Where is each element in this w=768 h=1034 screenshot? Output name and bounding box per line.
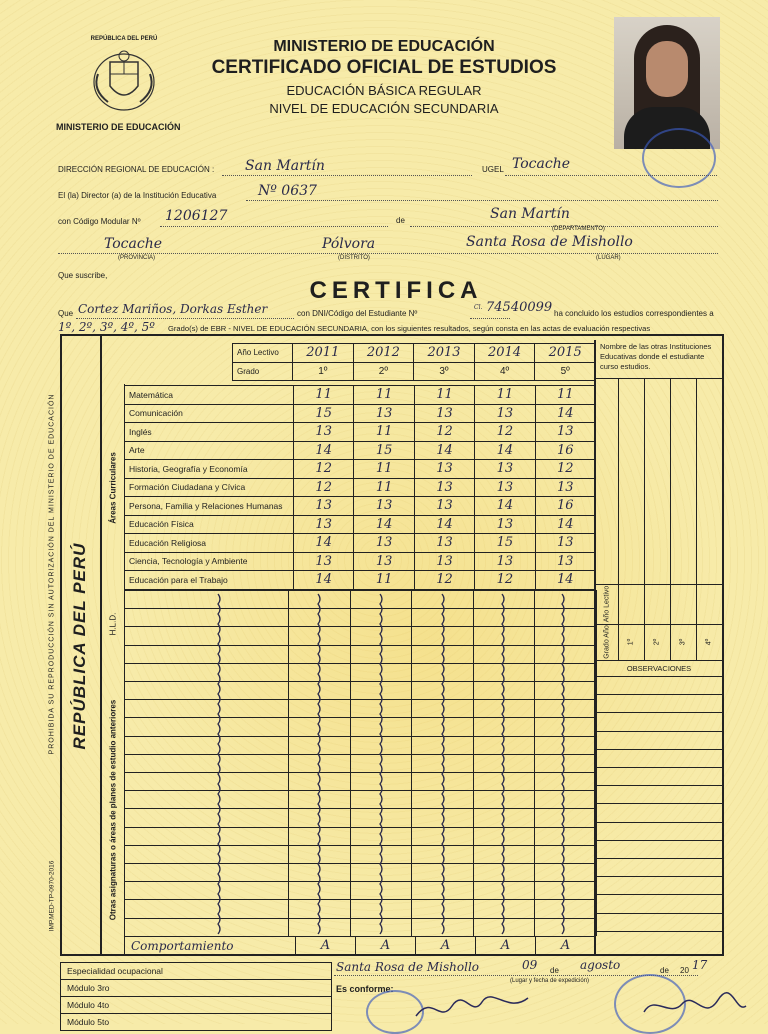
grade-mark: 14 [535,404,595,423]
grade-mark: 11 [294,386,354,405]
place-caption: (Lugar y fecha de expedición) [510,978,590,984]
dni-label: con DNI/Código del Estudiante Nº [297,309,418,318]
footer-modules-table [60,962,332,1031]
subject-name: Educación para el Trabajo [125,571,294,590]
grade-mark: 13 [354,497,414,516]
grade-mark: 11 [354,460,414,479]
grade-mark: 13 [414,497,474,516]
behavior-mark: A [296,937,356,956]
observations-label: OBSERVACIONES [626,664,692,673]
subject-row [125,497,596,516]
signature-right [640,988,750,1028]
grade-mark: 12 [414,571,474,590]
de-label: de [396,216,405,225]
grade-mark: 12 [475,571,535,590]
cancel-strokes [124,590,596,936]
footer-row: Módulo 3ro [61,980,332,997]
grade-mark: 14 [414,441,474,460]
signature-left [412,988,532,1028]
side-grade: 1º [627,638,635,646]
place-date-value: Santa Rosa de Mishollo [336,960,480,974]
grade-mark: 14 [535,571,595,590]
grade-mark: 11 [414,386,474,405]
behavior-mark: A [416,937,476,956]
subject-name: Inglés [125,423,294,442]
dni-line [470,318,510,319]
dre-line [222,175,472,176]
concluded-text: ha concluido los estudios correspondientes a [554,309,714,318]
year-cell: 2013 [414,344,475,363]
dept-value: San Martín [490,206,570,222]
grade-mark: 12 [294,460,354,479]
emblem-caption: REPÚBLICA DEL PERÚ [90,36,158,42]
day-value: 09 [522,958,538,972]
behavior-mark: A [536,937,596,956]
behavior-table [124,936,596,956]
grade-mark: 15 [354,441,414,460]
grade-mark: 16 [535,441,595,460]
ugel-label: UGEL [482,165,504,174]
republica-label: REPÚBLICA DEL PERÚ [70,542,89,750]
side-year-label: Año Lectivo [603,585,611,623]
subject-row [125,515,596,534]
grade-mark: 15 [475,534,535,553]
grade-cell: 3º [414,362,475,381]
grade-mark: 14 [294,571,354,590]
student-name: Cortez Mariños, Dorkas Esther [78,302,268,316]
codmod-value: 1206127 [165,208,228,224]
certifica-heading: CERTIFICA [309,277,483,304]
year-prefix: 20 [680,966,689,975]
subjects-table [124,385,596,590]
year-cell: 2015 [535,344,596,363]
hld-label: H.L.D. [108,612,118,636]
grade-cell: 5º [535,362,596,381]
grade-mark: 13 [475,552,535,571]
subject-name: Historia, Geografía y Economía [125,460,294,479]
grades-value: 1º, 2º, 3º, 4º, 5º [58,320,155,334]
emblem-label: MINISTERIO DE EDUCACIÓN [56,122,181,132]
prov-caption: (PROVINCIA) [118,255,156,261]
left-band-divider [100,336,102,954]
grade-mark: 14 [475,497,535,516]
grade-mark: 11 [354,423,414,442]
grade-mark: 11 [354,571,414,590]
codmod-line [160,226,388,227]
grade-mark: 11 [354,386,414,405]
prohibida-label: PROHIBIDA SU REPRODUCCIÓN SIN AUTORIZACIÓN DEL MINISTERIO DE EDUCACIÓN [48,393,56,755]
grade-mark: 13 [294,497,354,516]
grades-text: Grado(s) de EBR - NIVEL DE EDUCACIÓN SECUNDARIA, con los siguientes resultados, según consta en las actas de evaluación respectivas [168,324,651,333]
footer-row: Módulo 5to [61,1014,332,1031]
grade-mark: 13 [294,515,354,534]
ugel-line [505,175,717,176]
grade-mark: 16 [535,497,595,516]
dre-value: San Martín [245,158,325,174]
subject-row [125,404,596,423]
ministry-title: MINISTERIO DE EDUCACIÓN [273,38,495,55]
name-line [76,318,294,319]
grade-mark: 13 [475,460,535,479]
grade-mark: 12 [535,460,595,479]
dist-caption: (DISTRITO) [338,255,370,261]
de2-label: de [660,966,669,975]
grade-mark: 11 [475,386,535,405]
grade-mark: 13 [354,404,414,423]
grade-mark: 13 [414,478,474,497]
grade-mark: 13 [354,534,414,553]
dni-prefix: Cl. [474,304,483,311]
director-label: El (la) Director (a) de la Institución Educativa [58,191,217,200]
side-grade-label: Grado Año [603,625,611,659]
grade-mark: 13 [414,404,474,423]
year-label-cell: Año Lectivo [233,344,293,363]
behavior-label: Comportamiento [125,937,296,956]
month-value: agosto [580,958,621,972]
grade-mark: 11 [535,386,595,405]
side-panel [594,340,722,954]
subject-name: Formación Ciudadana y Cívica [125,478,294,497]
grade-mark: 13 [475,404,535,423]
grade-mark: 13 [535,423,595,442]
side-grade: 2º [653,638,661,646]
subject-name: Ciencia, Tecnología y Ambiente [125,552,294,571]
grade-mark: 13 [535,478,595,497]
ugel-value: Tocache [512,156,571,172]
lugar-caption: (LUGAR) [596,255,621,261]
year-cell: 2011 [293,344,354,363]
dept-caption: (DEPARTAMENTO) [552,226,605,232]
subject-row [125,386,596,405]
grade-mark: 13 [535,552,595,571]
other-subjects-rows [124,590,596,936]
subject-name: Persona, Familia y Relaciones Humanas [125,497,294,516]
location-line [58,253,718,254]
grade-cell: 4º [474,362,535,381]
side-grade: 3º [679,638,687,646]
subject-name: Comunicación [125,404,294,423]
areas-label: Áreas Curriculares [108,452,118,524]
dni-value: 74540099 [486,300,553,315]
side-panel-header: Nombre de las otras Instituciones Educativas donde el estudiante curso estudios. [600,342,712,371]
subject-name: Matemática [125,386,294,405]
suscribe-label: Que suscribe, [58,271,108,280]
grade-mark: 11 [354,478,414,497]
footer-row: Módulo 4to [61,997,332,1014]
lugar-value: Santa Rosa de Mishollo [466,234,633,250]
subject-row [125,571,596,590]
grade-mark: 13 [414,534,474,553]
side-grade: 4º [705,638,713,646]
year-cell: 2014 [474,344,535,363]
grade-mark: 14 [294,441,354,460]
year-suffix: 17 [692,958,708,972]
grade-mark: 13 [535,534,595,553]
grade-mark: 13 [294,552,354,571]
subject-name: Educación Religiosa [125,534,294,553]
grade-mark: 12 [294,478,354,497]
grade-mark: 12 [475,423,535,442]
ie-value: Nº 0637 [258,183,317,199]
grade-mark: 13 [294,423,354,442]
behavior-mark: A [476,937,536,956]
dist-value: Pólvora [322,236,376,252]
subject-row [125,534,596,553]
year-cell: 2012 [353,344,414,363]
grade-mark: 14 [475,441,535,460]
subject-row [125,478,596,497]
grade-cell: 1º [293,362,354,381]
subject-name: Arte [125,441,294,460]
conforme-label: Es conforme: [336,984,394,994]
grade-mark: 14 [294,534,354,553]
que-label: Que [58,309,74,318]
grade-mark: 13 [414,552,474,571]
grade-mark: 15 [294,404,354,423]
subject-row [125,423,596,442]
de1-label: de [550,966,559,975]
grade-mark: 14 [354,515,414,534]
subject-row [125,460,596,479]
grade-mark: 13 [354,552,414,571]
subject-row [125,552,596,571]
subject-name: Educación Física [125,515,294,534]
observation-lines [596,676,722,952]
grade-header-table [232,343,596,381]
imp-label: IMP.MED-TP-0970-2016 [48,860,56,932]
grade-mark: 13 [475,515,535,534]
grade-label-cell: Grado [233,362,293,381]
subtitle-ebr: EDUCACIÓN BÁSICA REGULAR [286,83,482,98]
photo-stamp [642,128,716,188]
grade-mark: 14 [414,515,474,534]
ie-line [246,200,718,201]
grade-mark: 13 [475,478,535,497]
dre-label: DIRECCIÓN REGIONAL DE EDUCACIÓN : [58,165,215,174]
codmod-label: con Código Modular Nº [58,217,141,226]
behavior-mark: A [356,937,416,956]
subtitle-level: NIVEL DE EDUCACIÓN SECUNDARIA [269,101,499,116]
grade-cell: 2º [353,362,414,381]
subject-row [125,441,596,460]
grade-mark: 13 [414,460,474,479]
grade-mark: 12 [414,423,474,442]
prov-value: Tocache [104,236,163,252]
grade-mark: 14 [535,515,595,534]
certificate-title: CERTIFICADO OFICIAL DE ESTUDIOS [211,57,557,78]
footer-row: Especialidad ocupacional [61,963,332,980]
others-label: Otras asignaturas o áreas de planes de estudio anteriores [108,699,118,921]
